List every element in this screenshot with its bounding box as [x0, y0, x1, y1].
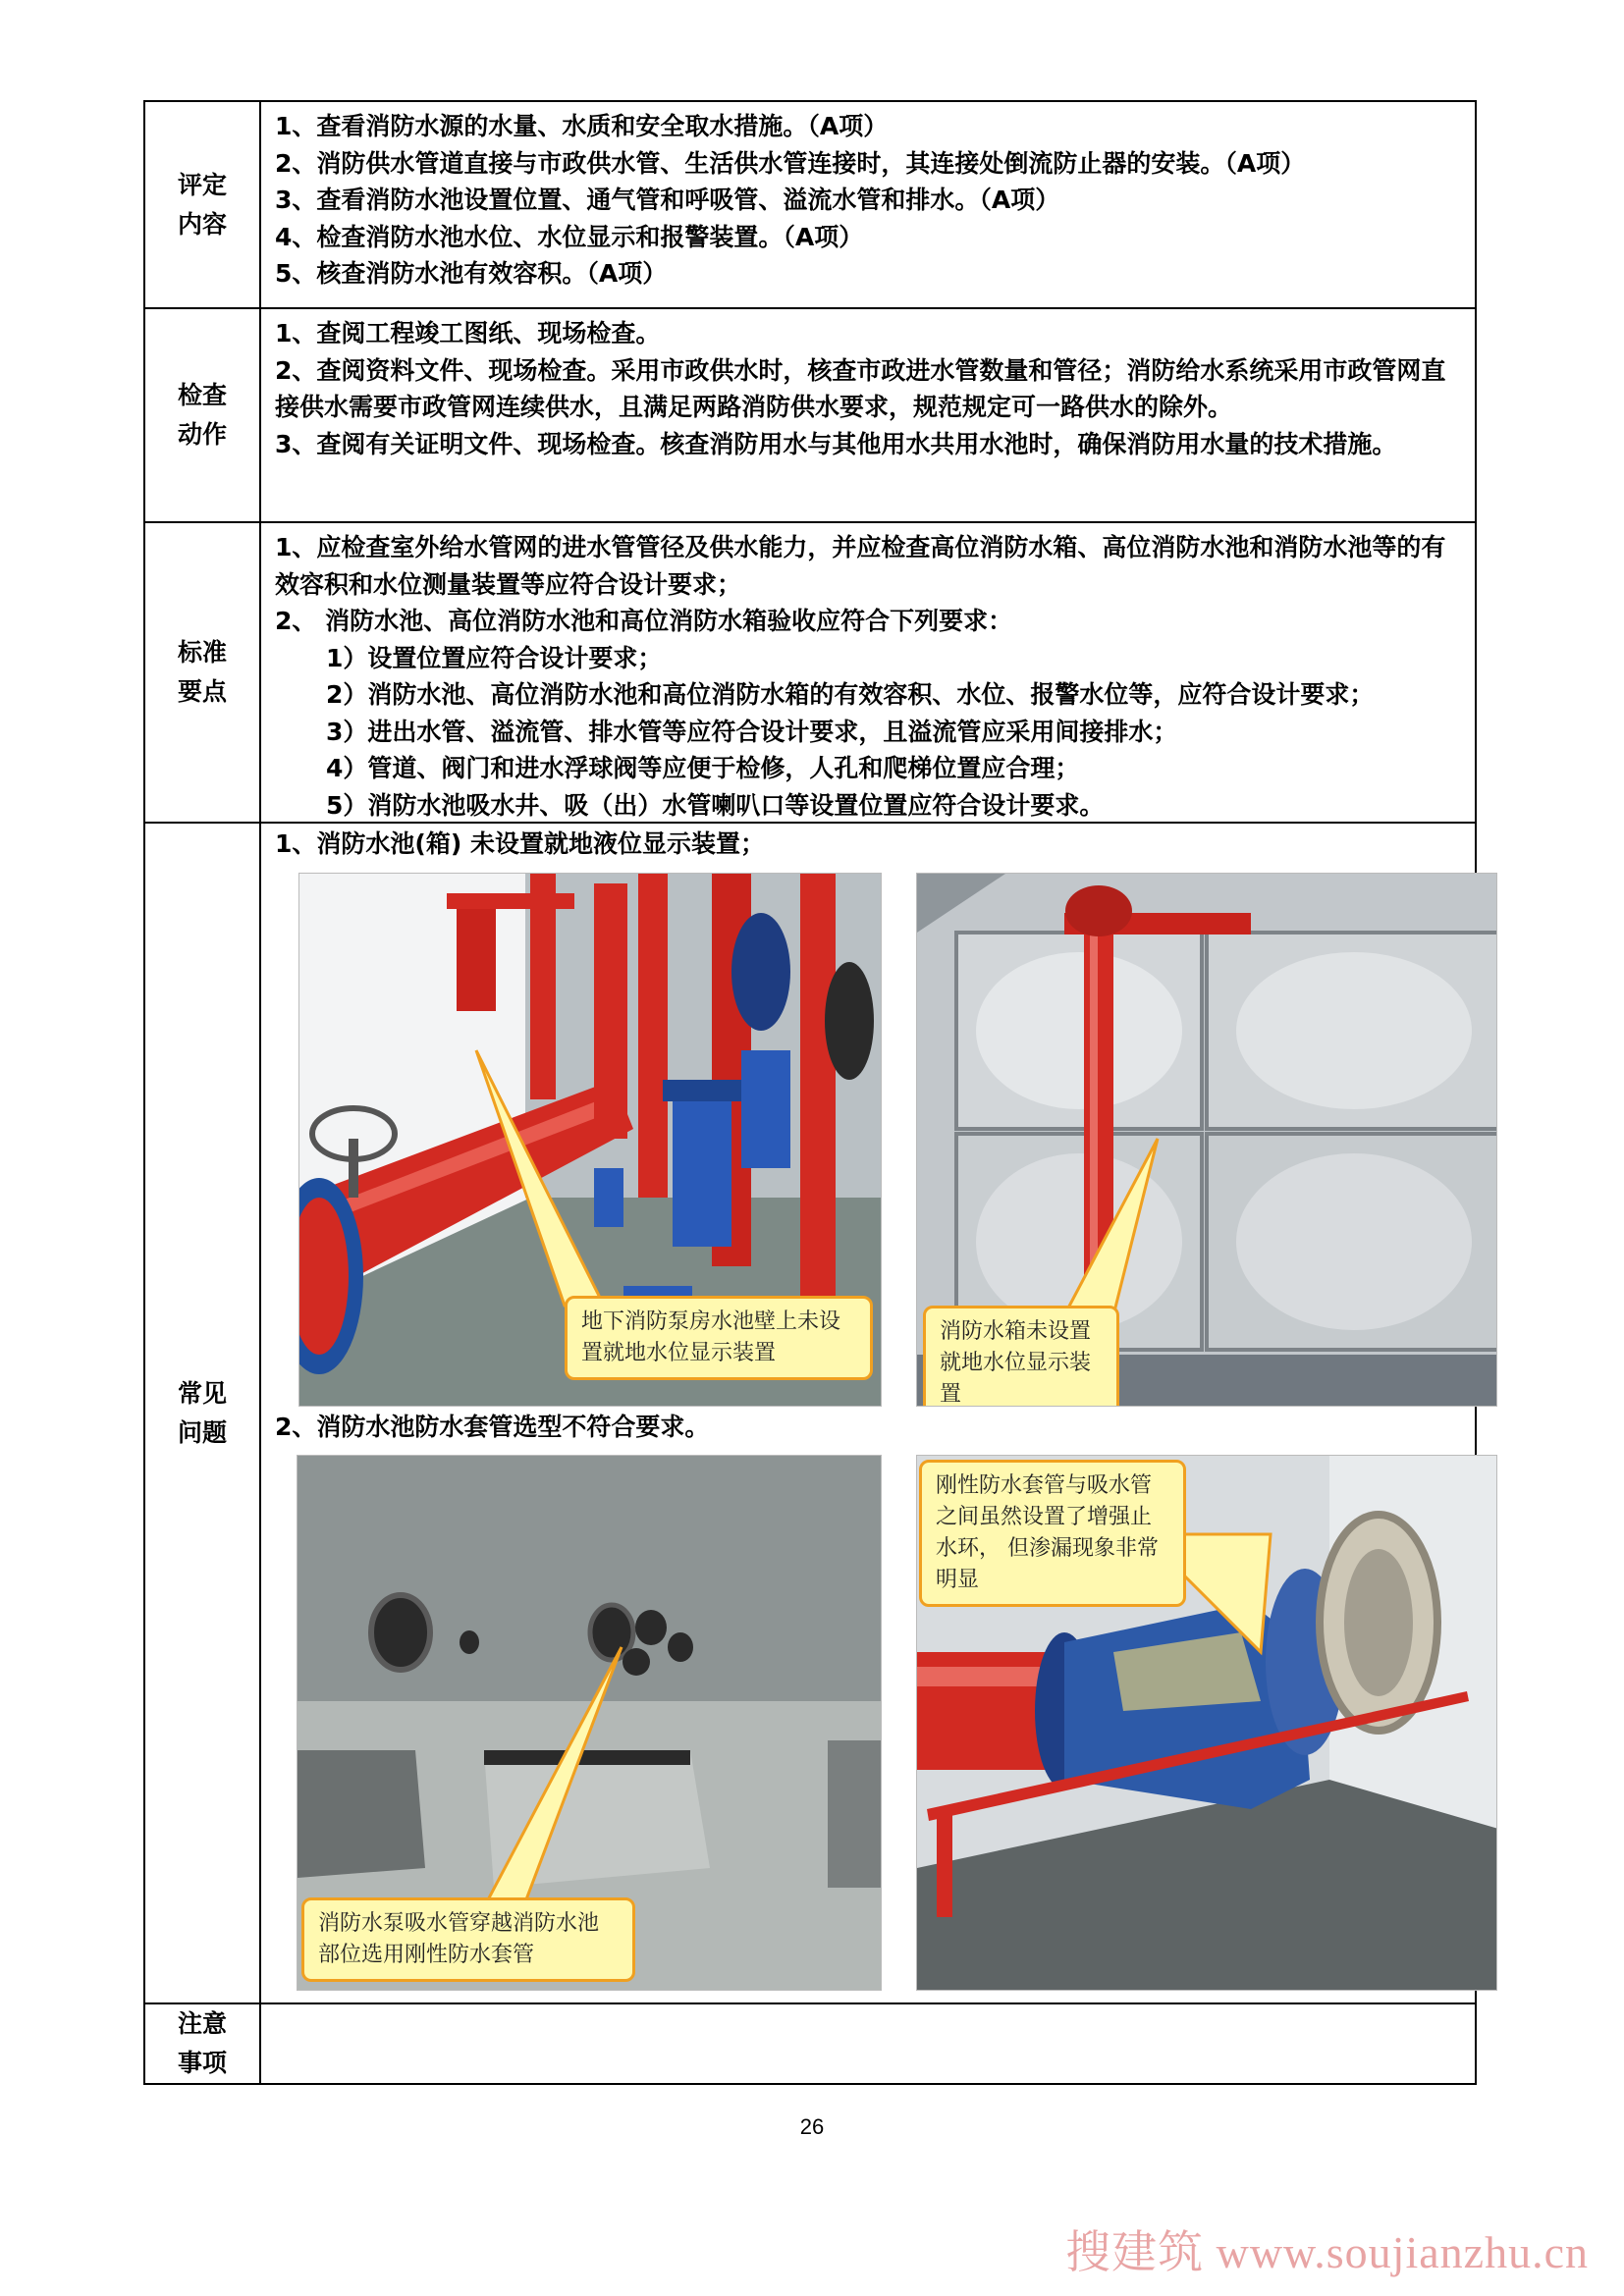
standard-subitem: 3）进出水管、溢流管、排水管等应符合设计要求，且溢流管应采用间接排水；: [326, 717, 1178, 746]
photo-water-tank: [916, 873, 1497, 1407]
problem-title: 2、消防水池防水套管选型不符合要求。: [275, 1412, 710, 1441]
callout-pump-room: 地下消防泵房水池壁上未设置就地水位显示装置: [565, 1296, 873, 1380]
inspection-item: 2、查阅资料文件、现场检查。采用市政供水时，核查市政进水管数量和管径；消防给水系统采用市政管网直接供水需要市政管网连续供水，且满足两路消防供水要求，规范规定可一路供水的除外。: [275, 355, 1446, 421]
content-problems: [261, 824, 1475, 2002]
label-evaluation: 评定内容: [145, 102, 261, 307]
watermark: 搜建筑 www.soujianzhu.cn: [1065, 2227, 1589, 2277]
problem1-photos: [275, 863, 1463, 1407]
inspection-table: [143, 100, 1477, 2085]
problem2-photos: [275, 1445, 1463, 1995]
label-inspection: 检查动作: [145, 309, 261, 521]
content-evaluation: [261, 102, 1475, 307]
label-notes: 注意事项: [145, 2004, 261, 2083]
standard-item: 2、 消防水池、高位消防水池和高位消防水箱验收应符合下列要求：: [275, 607, 1013, 635]
callout-water-tank: 消防水箱未设置就地水位显示装置: [923, 1306, 1119, 1407]
content-standard: [261, 523, 1475, 822]
callout-sleeve: 刚性防水套管与吸水管之间虽然设置了增强止水环， 但渗漏现象非常明显: [919, 1460, 1186, 1607]
photo-pool-wall: [297, 1455, 882, 1991]
page-number: 26: [799, 2114, 825, 2139]
photo-pump-room: [298, 873, 882, 1407]
label-standard: 标准要点: [145, 523, 261, 822]
content-inspection: [261, 309, 1475, 521]
inspection-item: 3、查阅有关证明文件、现场检查。核查消防用水与其他用水共用水池时，确保消防用水量的技术措施。: [275, 429, 1397, 458]
evaluation-item: 1、查看消防水源的水量、水质和安全取水措施。（A项）: [275, 112, 889, 140]
inspection-item: 1、查阅工程竣工图纸、现场检查。: [275, 319, 661, 347]
evaluation-item: 5、核查消防水池有效容积。（A项）: [275, 259, 668, 288]
content-notes: [261, 2004, 1475, 2083]
label-problems: 常见问题: [145, 824, 261, 2002]
problem-title: 1、消防水池(箱) 未设置就地液位显示装置；: [275, 829, 765, 858]
standard-subitem: 2）消防水池、高位消防水池和高位消防水箱的有效容积、水位、报警水位等，应符合设计要求；: [326, 680, 1375, 709]
row-standard: [145, 521, 1475, 822]
standard-subitem: 4）管道、阀门和进水浮球阀等应便于检修，人孔和爬梯位置应合理；: [326, 754, 1080, 782]
row-notes: [145, 2002, 1475, 2083]
standard-subitem: 5）消防水池吸水井、吸（出）水管喇叭口等设置位置应符合设计要求。: [326, 790, 1105, 820]
evaluation-item: 2、消防供水管道直接与市政供水管、生活供水管连接时，其连接处倒流防止器的安装。（A项）: [275, 148, 1306, 178]
row-evaluation: [145, 102, 1475, 307]
standard-item: 1、应检查室外给水管网的进水管管径及供水能力，并应检查高位消防水箱、高位消防水池和消防水池等的有效容积和水位测量装置等应符合设计要求；: [275, 533, 1446, 599]
standard-subitem: 1）设置位置应符合设计要求；: [326, 643, 663, 672]
row-inspection: [145, 307, 1475, 521]
evaluation-item: 3、查看消防水池设置位置、通气管和呼吸管、溢流水管和排水。（A项）: [275, 186, 1060, 214]
photo-sleeve: [916, 1455, 1497, 1991]
evaluation-item: 4、检查消防水池水位、水位显示和报警装置。（A项）: [275, 222, 864, 251]
row-problems: [145, 822, 1475, 2002]
callout-pool-wall: 消防水泵吸水管穿越消防水池部位选用刚性防水套管: [301, 1897, 635, 1982]
